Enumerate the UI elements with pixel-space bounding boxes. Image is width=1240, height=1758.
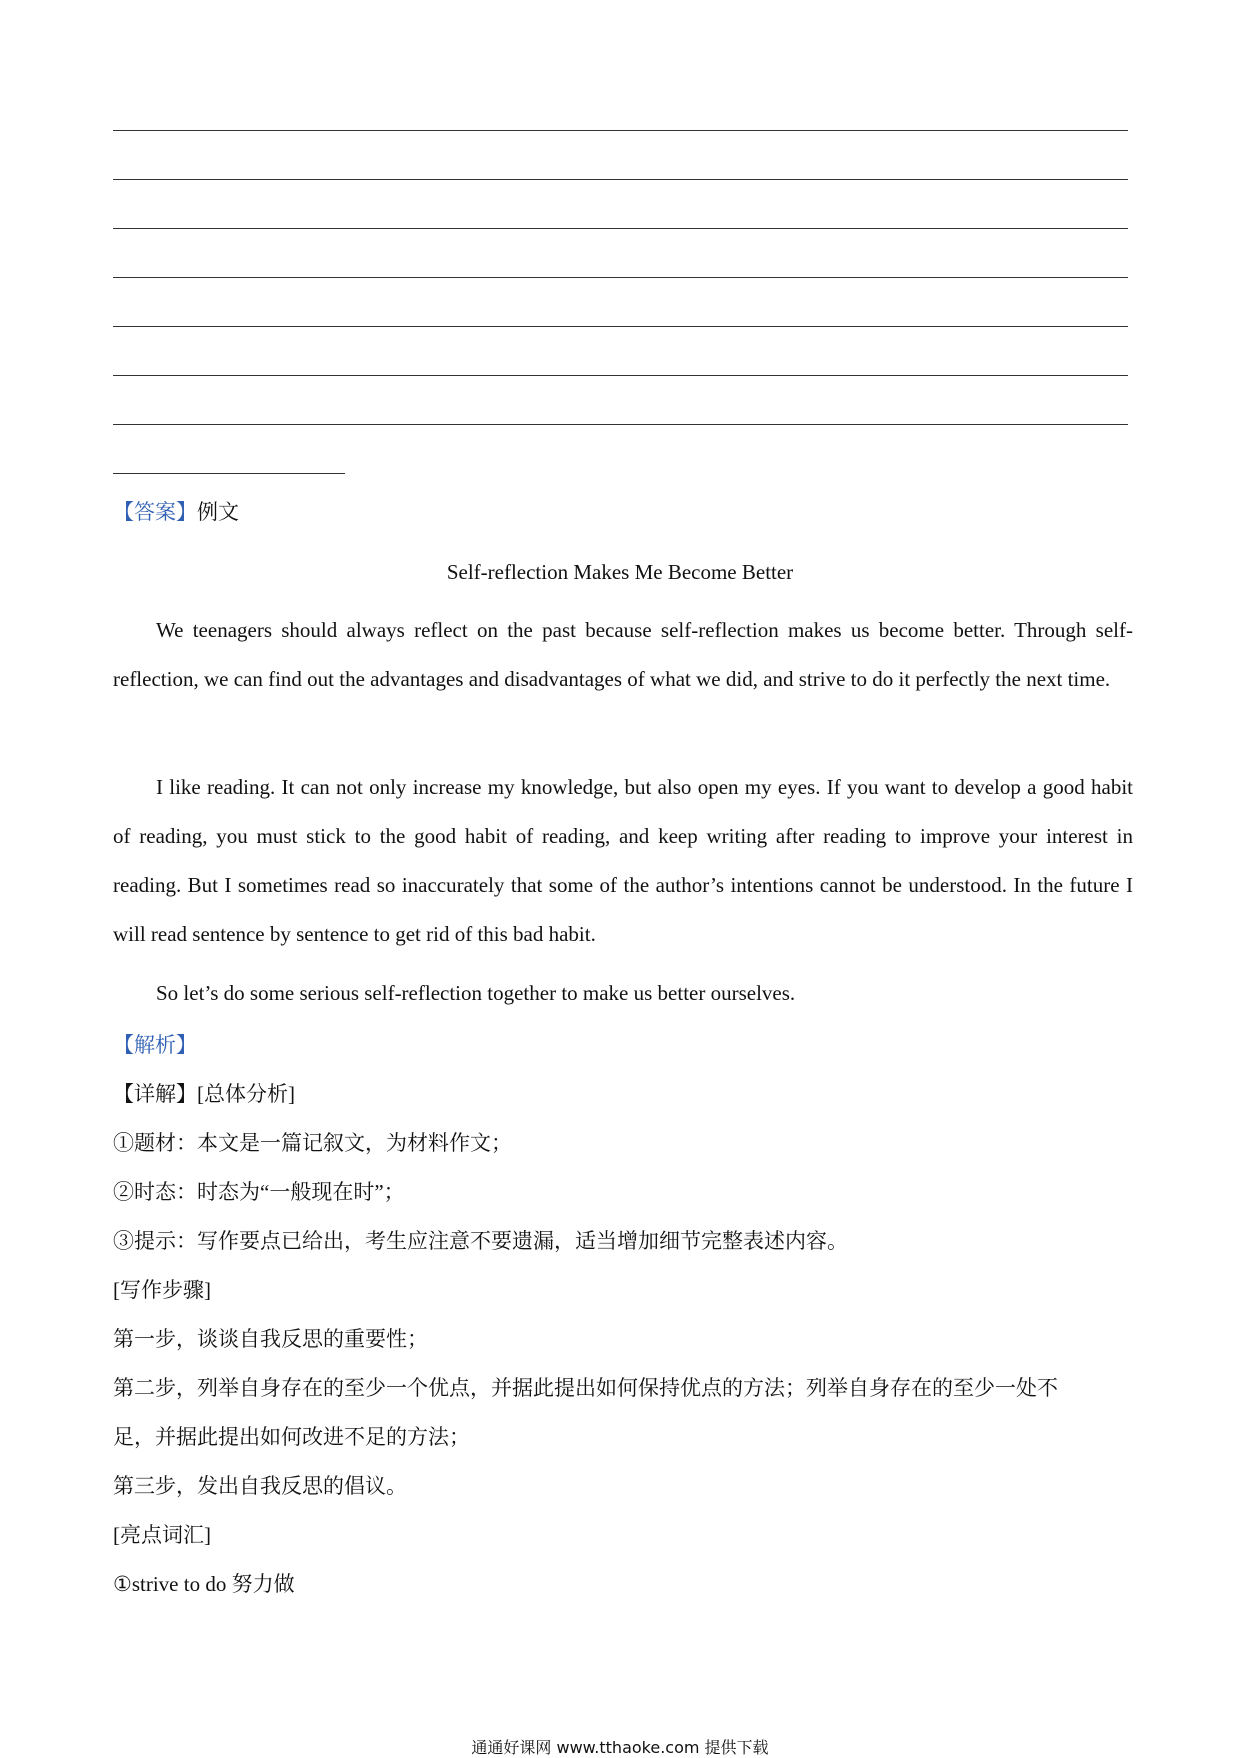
detail-heading [113,1084,295,1105]
step-2-continued: 足，并据此提出如何改进不足的方法； [113,1425,470,1449]
writing-line [113,228,1128,229]
answer-heading [113,502,239,523]
footer-watermark: 通通好课网 www.tthaoke.com 提供下载 [471,1738,769,1757]
vocab-heading: [亮点词汇] [113,1523,211,1547]
writing-line-short [113,473,345,474]
writing-line [113,375,1128,376]
step-2: 第二步，列举自身存在的至少一个优点，并据此提出如何保持优点的方法；列举自身存在的至少一处不 [113,1376,1058,1400]
detail-tag: 【详解】 [113,1082,197,1106]
writing-line [113,277,1128,278]
vocab-item: ①strive to do 努力做 [113,1572,295,1596]
writing-line [113,179,1128,180]
answer-tag: 【答案】 [113,500,197,524]
essay-title: Self-reflection Makes Me Become Better [446,560,794,584]
step-3: 第三步，发出自我反思的倡议。 [113,1474,407,1498]
overall-heading: [总体分析] [197,1082,295,1106]
writing-line [113,326,1128,327]
analysis-point: ①题材：本文是一篇记叙文，为材料作文； [113,1131,512,1155]
writing-line [113,130,1128,131]
step-1: 第一步，谈谈自我反思的重要性； [113,1327,428,1351]
analysis-point: ③提示：写作要点已给出，考生应注意不要遗漏，适当增加细节完整表述内容。 [113,1229,848,1253]
essay-paragraph-3: So let’s do some serious self-reflection together to make us better ourselves. [156,981,796,1005]
steps-heading: [写作步骤] [113,1278,211,1302]
essay-paragraph-1: We teenagers should always reflect on the past because self-reflection makes us become better. Through self-reflection, we can find out the advantages and disadvantages of what we did, and strive to do it perfectly the next time. [113,618,1133,691]
essay-paragraph-2: I like reading. It can not only increase my knowledge, but also open my eyes. If you want to develop a good habit of reading, you must stick to the good habit of reading, and keep writing after reading to improve your interest in reading. But I sometimes read so inaccurately that some of the author’s intentions cannot be understood. In the future I will read sentence by sentence to get rid of this bad habit. [113,775,1133,946]
analysis-point: ②时态：时态为“一般现在时”； [113,1180,405,1204]
answer-label: 例文 [197,500,239,524]
writing-line [113,424,1128,425]
analysis-tag: 【解析】 [113,1033,197,1057]
